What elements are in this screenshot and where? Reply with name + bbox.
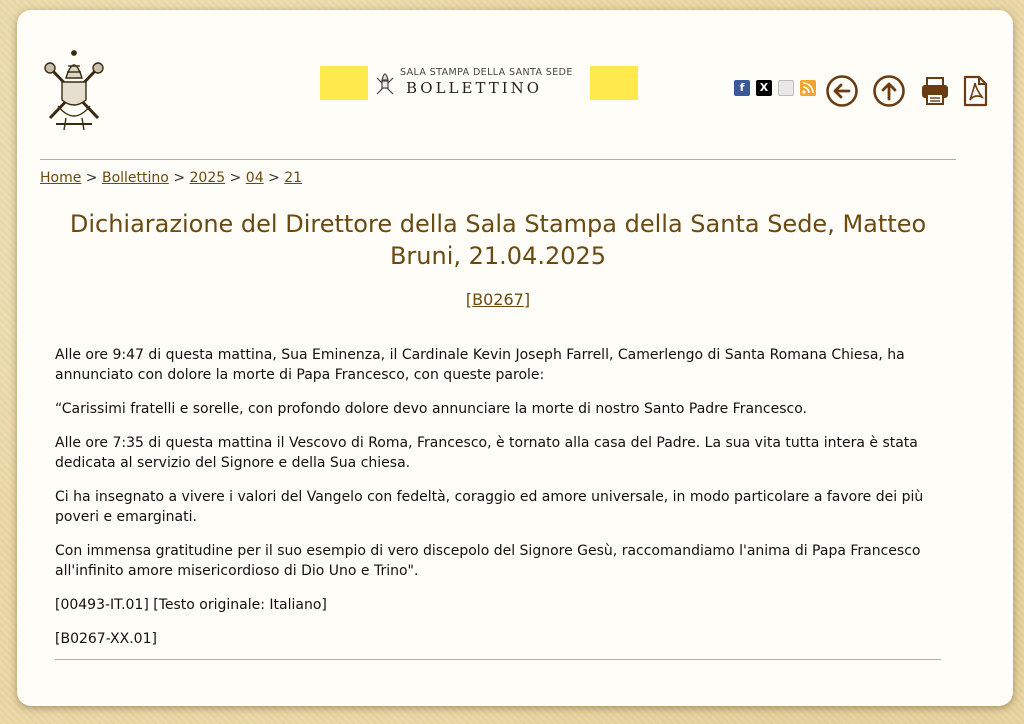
breadcrumb-separator: >	[173, 170, 186, 186]
bollettino-banner[interactable]	[320, 66, 638, 100]
article-code: [B0267]	[465, 290, 531, 309]
breadcrumb-month-link[interactable]: 04	[245, 170, 264, 186]
breadcrumb	[40, 170, 302, 186]
social-share-bar	[734, 80, 816, 96]
print-icon[interactable]	[918, 74, 952, 108]
breadcrumb-separator: >	[229, 170, 242, 186]
breadcrumb-separator: >	[268, 170, 280, 186]
crossed-keys-icon	[374, 68, 396, 98]
banner-subtitle: SALA STAMPA DELLA SANTA SEDE	[400, 67, 573, 78]
breadcrumb-day-link[interactable]: 21	[284, 170, 303, 186]
footer-divider	[55, 659, 941, 660]
papal-crest-logo	[38, 48, 110, 134]
back-arrow-icon[interactable]	[825, 74, 859, 108]
breadcrumb-bollettino-link[interactable]: Bollettino	[101, 170, 169, 186]
article-paragraph: Alle ore 9:47 di questa mattina, Sua Eminenza, il Cardinale Kevin Joseph Farrell, Camerlengo di Santa Romana Chiesa, ha annunciato con dolore la morte di Papa Francesco, con queste parole:	[55, 347, 905, 383]
breadcrumb-separator: >	[85, 170, 98, 186]
breadcrumb-year-link[interactable]: 2025	[189, 170, 226, 186]
email-icon[interactable]	[778, 80, 794, 96]
article-paragraph: Alle ore 7:35 di questa mattina il Vescovo di Roma, Francesco, è tornato alla casa del Padre. La sua vita tutta intera è stata dedicata al servizio del Signore e della Sua chiesa.	[55, 435, 918, 471]
article-paragraph: Ci ha insegnato a vivere i valori del Vangelo con fedeltà, coraggio ed amore universale, in modo particolare a favore dei più poveri e emarginati.	[55, 489, 924, 525]
article-reference: [00493-IT.01] [Testo originale: Italiano]	[55, 597, 327, 613]
article-code-link[interactable]: B0267	[472, 290, 524, 309]
x-icon[interactable]: X	[756, 80, 772, 96]
rss-icon[interactable]	[800, 80, 816, 96]
breadcrumb-home-link[interactable]: Home	[40, 170, 82, 186]
facebook-icon[interactable]: f	[734, 80, 750, 96]
article-body	[55, 345, 935, 663]
article-title: Dichiarazione del Direttore della Sala Stampa della Santa Sede, Matteo Bruni, 21.04.2025	[69, 210, 927, 270]
header-divider	[40, 159, 956, 160]
article-reference: [B0267-XX.01]	[55, 631, 157, 647]
article-paragraph: “Carissimi fratelli e sorelle, con profondo dolore devo annunciare la morte di nostro Santo Padre Francesco.	[55, 401, 807, 417]
pdf-icon[interactable]	[958, 74, 992, 108]
article-paragraph: Con immensa gratitudine per il suo esempio di vero discepolo del Signore Gesù, raccomandiamo l'anima di Papa Francesco all'infinito amore misericordioso di Dio Uno e Trino".	[55, 543, 921, 579]
banner-right-stripe	[590, 66, 638, 100]
banner-left-stripe	[320, 66, 368, 100]
up-arrow-icon[interactable]	[872, 74, 906, 108]
banner-title: BOLLETTINO	[406, 79, 543, 97]
